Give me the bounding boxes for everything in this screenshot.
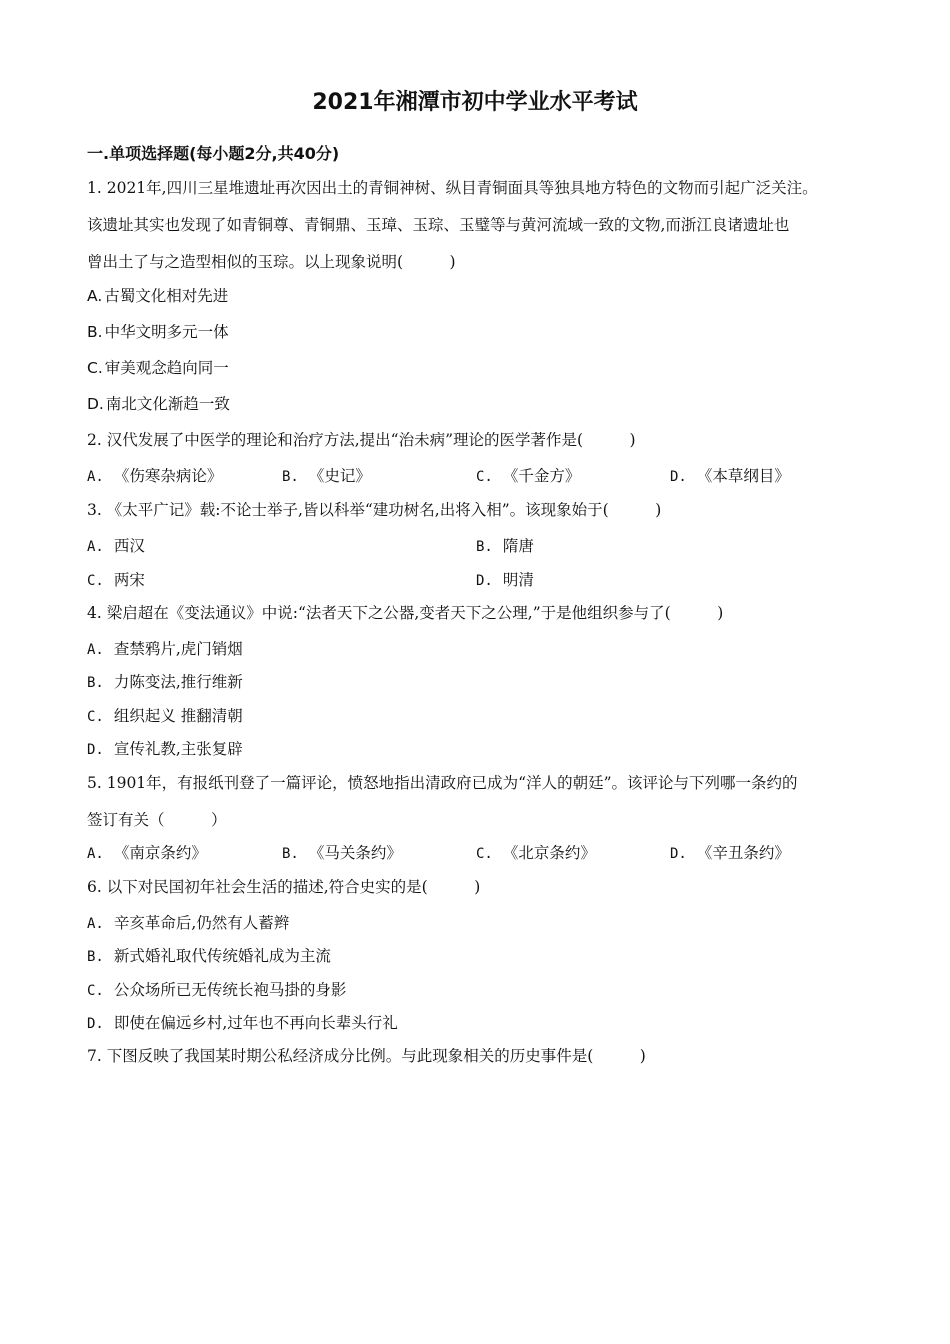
q3-option-a-text: 西汉 [113, 537, 145, 555]
q6-option-b-text: 新式婚礼取代传统婚礼成为主流 [113, 947, 331, 965]
q2-option-c [476, 465, 580, 488]
question-4-stem: 4. 梁启超在《变法通议》中说:“法者天下之公器,变者天下之公理,”于是他组织参与了( ) [87, 604, 724, 622]
q3-option-c-text: 两宋 [113, 571, 145, 589]
q1-option-b-label: B. [87, 323, 103, 341]
q4-option-a-text: 查禁鸦片,虎门销烟 [113, 640, 243, 658]
q4-option-c-label: C. [87, 709, 104, 725]
exam-title: 2021年湘潭市初中学业水平考试 [312, 90, 638, 115]
question-2-stem: 2. 汉代发展了中医学的理论和治疗方法,提出“治未病”理论的医学著作是( ) [87, 431, 636, 449]
q5-option-a-text: 《南京条约》 [113, 844, 207, 862]
q1-option-d-label: D. [87, 395, 104, 413]
section-heading: 一.单项选择题(每小题2分,共40分) [87, 144, 340, 163]
q4-option-b-label: B. [87, 675, 104, 691]
q3-option-d-text: 明清 [502, 571, 534, 589]
q2-option-a [87, 465, 222, 488]
q3-option-d [476, 569, 534, 592]
q3-option-c [87, 569, 145, 592]
q3-option-c-label: C. [87, 573, 104, 589]
question-5-line-2: 签订有关（ ） [87, 811, 227, 829]
q3-option-a-label: A. [87, 539, 104, 555]
q5-option-d [670, 842, 790, 865]
question-1-line-1: 1. 2021年,四川三星堆遗址再次因出土的青铜神树、纵目青铜面具等独具地方特色的文物而引起广泛关注。 [87, 179, 818, 197]
q3-option-b-label: B. [476, 539, 493, 555]
q4-option-c-text: 组织起义 推翻清朝 [113, 707, 243, 725]
q1-option-d-text: 南北文化渐趋一致 [105, 395, 230, 413]
q6-option-a-text: 辛亥革命后,仍然有人蓄辫 [113, 914, 290, 932]
q4-option-a-label: A. [87, 642, 104, 658]
q6-option-c-label: C. [87, 983, 104, 999]
q6-option-d [87, 1012, 398, 1035]
q1-option-a-text: 古蜀文化相对先进 [104, 287, 229, 305]
q2-option-c-label: C. [476, 469, 493, 485]
q2-option-c-text: 《千金方》 [502, 467, 581, 485]
q6-option-b [87, 945, 331, 968]
q6-option-b-label: B. [87, 949, 104, 965]
q1-option-b-text: 中华文明多元一体 [104, 323, 229, 341]
q6-option-c-text: 公众场所已无传统长袍马掛的身影 [113, 981, 347, 999]
q5-option-b-label: B. [282, 846, 299, 862]
q2-option-b-text: 《史记》 [308, 467, 371, 485]
q2-option-a-text: 《伤寒杂病论》 [113, 467, 223, 485]
q3-option-a [87, 535, 145, 558]
q2-option-d-text: 《本草纲目》 [696, 467, 790, 485]
q3-option-b-text: 隋唐 [502, 537, 534, 555]
q2-option-d-label: D. [670, 469, 687, 485]
q6-option-c [87, 979, 346, 1002]
q4-option-d-text: 宣传礼教,主张复辟 [113, 740, 243, 758]
q5-option-b [282, 842, 402, 865]
q5-option-d-text: 《辛丑条约》 [696, 844, 790, 862]
q5-option-a-label: A. [87, 846, 104, 862]
q1-option-d [87, 393, 230, 415]
question-1-line-2: 该遗址其实也发现了如青铜尊、青铜鼎、玉璋、玉琮、玉璧等与黄河流域一致的文物,而浙江良诸遗址也 [87, 216, 790, 234]
q1-option-a [87, 285, 228, 307]
q5-option-b-text: 《马关条约》 [308, 844, 402, 862]
q2-option-b [282, 465, 371, 488]
q4-option-b-text: 力陈变法,推行维新 [113, 673, 243, 691]
q1-option-b [87, 321, 229, 343]
question-6-stem: 6. 以下对民国初年社会生活的描述,符合史实的是( ) [87, 878, 481, 896]
q4-option-b [87, 671, 243, 694]
q5-option-d-label: D. [670, 846, 687, 862]
q1-option-a-label: A. [87, 287, 103, 305]
q6-option-d-text: 即使在偏远乡村,过年也不再向长辈头行礼 [113, 1014, 398, 1032]
question-3-stem: 3. 《太平广记》载:不论士举子,皆以科举“建功树名,出将入相”。该现象始于( ) [87, 501, 662, 519]
q4-option-a [87, 638, 243, 661]
q1-option-c [87, 357, 229, 379]
q2-option-b-label: B. [282, 469, 299, 485]
q4-option-d-label: D. [87, 742, 104, 758]
q2-option-a-label: A. [87, 469, 104, 485]
q1-option-c-text: 审美观念趋向同一 [104, 359, 229, 377]
q6-option-d-label: D. [87, 1016, 104, 1032]
q6-option-a [87, 912, 289, 935]
question-1-line-3: 曾出土了与之造型相似的玉琮。以上现象说明( ) [87, 253, 456, 271]
question-7-stem: 7. 下图反映了我国某时期公私经济成分比例。与此现象相关的历史事件是( ) [87, 1047, 646, 1065]
q1-option-c-label: C. [87, 359, 103, 377]
q2-option-d [670, 465, 790, 488]
q4-option-d [87, 738, 243, 761]
q5-option-c-text: 《北京条约》 [502, 844, 596, 862]
q5-option-a [87, 842, 207, 865]
question-5-line-1: 5. 1901年，有报纸刊登了一篇评论，愤怒地指出清政府已成为“洋人的朝廷”。该评论与下列哪一条约的 [87, 774, 798, 792]
q6-option-a-label: A. [87, 916, 104, 932]
q5-option-c [476, 842, 596, 865]
q3-option-b [476, 535, 534, 558]
q5-option-c-label: C. [476, 846, 493, 862]
q3-option-d-label: D. [476, 573, 493, 589]
q4-option-c [87, 705, 243, 728]
